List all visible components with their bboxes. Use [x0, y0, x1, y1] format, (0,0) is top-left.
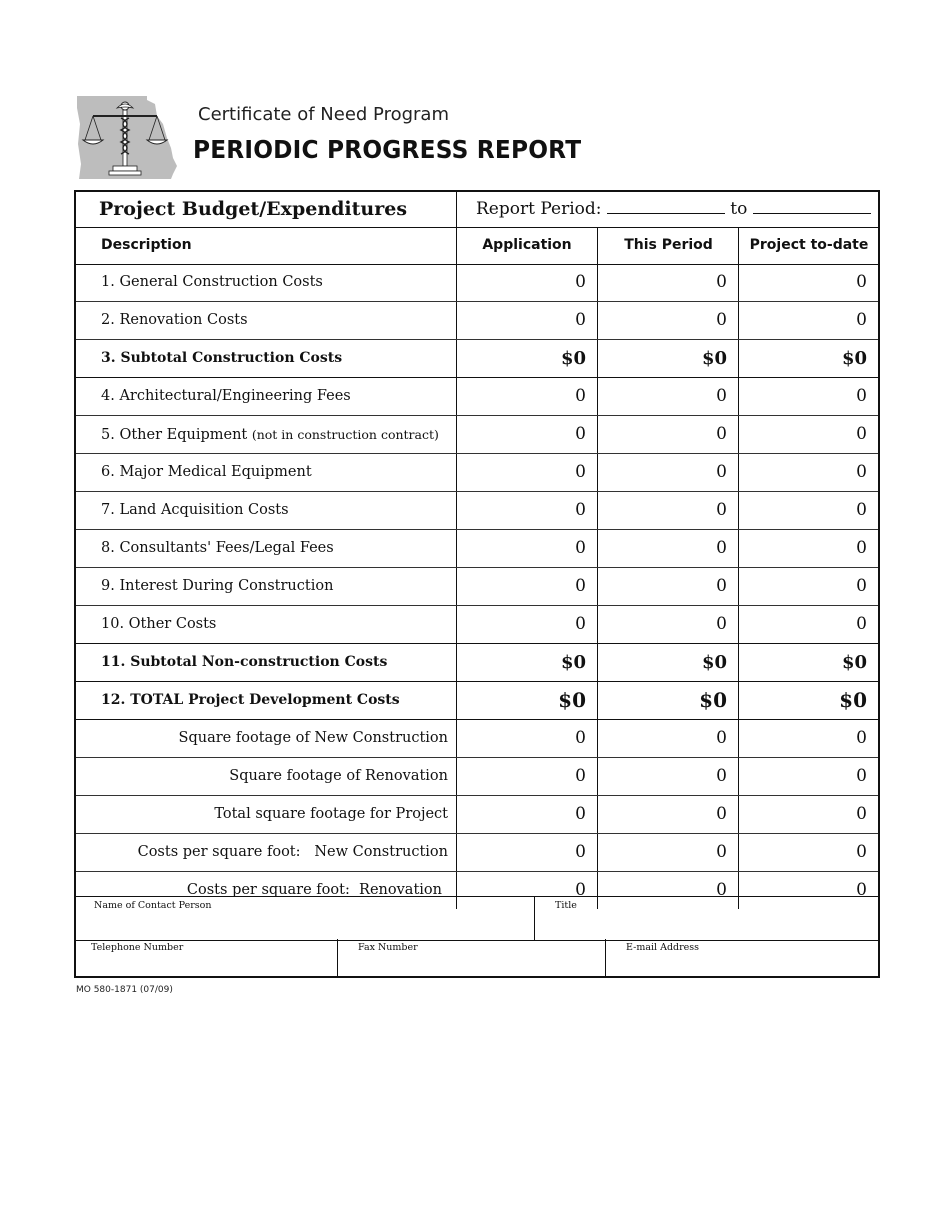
to-date-value[interactable]: 0 — [738, 606, 878, 643]
application-value[interactable]: 0 — [456, 454, 597, 491]
this-period-value[interactable]: 0 — [597, 530, 738, 567]
row-description: 8. Consultants' Fees/Legal Fees — [101, 540, 334, 556]
col-project-to-date: Project to-date — [738, 227, 879, 264]
to-date-value[interactable]: 0 — [738, 872, 878, 909]
to-date-value: $0 — [738, 340, 878, 377]
budget-form — [74, 190, 880, 978]
to-date-value[interactable]: 0 — [738, 530, 878, 567]
form-number: MO 580-1871 (07/09) — [76, 985, 173, 995]
application-value[interactable]: 0 — [456, 416, 597, 453]
this-period-value[interactable]: 0 — [597, 378, 738, 415]
application-value[interactable]: 0 — [456, 492, 597, 529]
table-row — [76, 416, 878, 454]
application-value[interactable]: 0 — [456, 720, 597, 757]
row-description: 2. Renovation Costs — [101, 312, 248, 328]
application-value[interactable]: 0 — [456, 302, 597, 339]
application-value[interactable]: 0 — [456, 758, 597, 795]
application-value[interactable]: 0 — [456, 264, 597, 301]
budget-rows — [76, 264, 878, 909]
table-row-total — [76, 682, 878, 720]
this-period-value[interactable]: 0 — [597, 796, 738, 833]
this-period-value: $0 — [597, 682, 738, 719]
fax-label: Fax Number — [358, 942, 418, 953]
this-period-value[interactable]: 0 — [597, 264, 738, 301]
to-date-value[interactable]: 0 — [738, 492, 878, 529]
report-period-to-label: to — [730, 199, 748, 219]
to-date-value[interactable]: 0 — [738, 302, 878, 339]
row-description — [101, 416, 451, 453]
row-description: 1. General Construction Costs — [101, 274, 323, 290]
application-value[interactable]: 0 — [456, 606, 597, 643]
to-date-value: $0 — [738, 682, 878, 719]
application-value[interactable]: 0 — [456, 568, 597, 605]
to-date-value[interactable]: 0 — [738, 568, 878, 605]
row-description: 12. TOTAL Project Development Costs — [101, 692, 400, 708]
table-row — [76, 568, 878, 606]
this-period-value[interactable]: 0 — [597, 720, 738, 757]
table-row — [76, 796, 878, 834]
to-date-value[interactable]: 0 — [738, 796, 878, 833]
this-period-value[interactable]: 0 — [597, 454, 738, 491]
row-description-note: (not in construction contract) — [251, 427, 439, 442]
row-description-main: 5. Other Equipment — [101, 427, 248, 443]
table-row — [76, 264, 878, 302]
contact-row-2 — [76, 939, 878, 978]
table-row — [76, 530, 878, 568]
email-label: E-mail Address — [626, 942, 700, 953]
row-description: 6. Major Medical Equipment — [101, 464, 312, 480]
divider — [534, 897, 535, 940]
table-row — [76, 302, 878, 340]
table-row — [76, 758, 878, 796]
this-period-value[interactable]: 0 — [597, 302, 738, 339]
application-value[interactable]: 0 — [456, 872, 597, 909]
contact-row-1 — [76, 896, 878, 941]
application-value: $0 — [456, 340, 597, 377]
report-period-start-field[interactable] — [607, 199, 725, 214]
contact-name-label: Name of Contact Person — [94, 900, 212, 911]
table-row — [76, 454, 878, 492]
telephone-label: Telephone Number — [91, 942, 184, 953]
col-application: Application — [456, 227, 597, 264]
this-period-value: $0 — [597, 644, 738, 681]
table-row — [76, 606, 878, 644]
row-description: 9. Interest During Construction — [101, 578, 334, 594]
this-period-value[interactable]: 0 — [597, 416, 738, 453]
divider — [337, 939, 338, 978]
divider — [605, 939, 606, 978]
row-description: 7. Land Acquisition Costs — [101, 502, 289, 518]
form-header — [76, 192, 878, 228]
this-period-value[interactable]: 0 — [597, 758, 738, 795]
report-title: PERIODIC PROGRESS REPORT — [193, 135, 582, 164]
to-date-value[interactable]: 0 — [738, 758, 878, 795]
to-date-value: $0 — [738, 644, 878, 681]
table-row-subtotal — [76, 644, 878, 682]
report-period-label: Report Period: — [476, 199, 602, 219]
table-row-subtotal — [76, 340, 878, 378]
to-date-value[interactable]: 0 — [738, 834, 878, 871]
row-description: 11. Subtotal Non-construction Costs — [101, 654, 388, 670]
table-row — [76, 720, 878, 758]
table-row — [76, 378, 878, 416]
row-description: 10. Other Costs — [101, 616, 217, 632]
this-period-value: $0 — [597, 340, 738, 377]
application-value[interactable]: 0 — [456, 530, 597, 567]
table-row — [76, 834, 878, 872]
table-row — [76, 492, 878, 530]
program-name: Certificate of Need Program — [198, 104, 449, 125]
this-period-value[interactable]: 0 — [597, 872, 738, 909]
report-period-end-field[interactable] — [753, 199, 871, 214]
to-date-value[interactable]: 0 — [738, 454, 878, 491]
row-description: 4. Architectural/Engineering Fees — [101, 388, 351, 404]
row-description: Costs per square foot: New Construction — [137, 844, 448, 860]
application-value[interactable]: 0 — [456, 834, 597, 871]
to-date-value[interactable]: 0 — [738, 416, 878, 453]
row-description: 3. Subtotal Construction Costs — [101, 350, 343, 366]
report-period — [476, 199, 871, 219]
this-period-value[interactable]: 0 — [597, 834, 738, 871]
row-description: Square footage of New Construction — [178, 730, 448, 746]
application-value: $0 — [456, 644, 597, 681]
row-description: Square footage of Renovation — [229, 768, 448, 784]
this-period-value[interactable]: 0 — [597, 606, 738, 643]
to-date-value[interactable]: 0 — [738, 264, 878, 301]
this-period-value[interactable]: 0 — [597, 492, 738, 529]
this-period-value[interactable]: 0 — [597, 568, 738, 605]
section-title: Project Budget/Expenditures — [99, 198, 408, 220]
application-value: $0 — [456, 682, 597, 719]
col-this-period: This Period — [597, 227, 739, 264]
row-description: Total square footage for Project — [214, 806, 448, 822]
col-description: Description — [101, 237, 192, 253]
application-value[interactable]: 0 — [456, 796, 597, 833]
column-headers — [76, 227, 878, 265]
missouri-caduceus-scales-logo — [75, 94, 180, 180]
application-value[interactable]: 0 — [456, 378, 597, 415]
contact-title-label: Title — [555, 900, 577, 911]
row-description: Costs per square foot: Renovation — [186, 882, 442, 898]
to-date-value[interactable]: 0 — [738, 378, 878, 415]
to-date-value[interactable]: 0 — [738, 720, 878, 757]
